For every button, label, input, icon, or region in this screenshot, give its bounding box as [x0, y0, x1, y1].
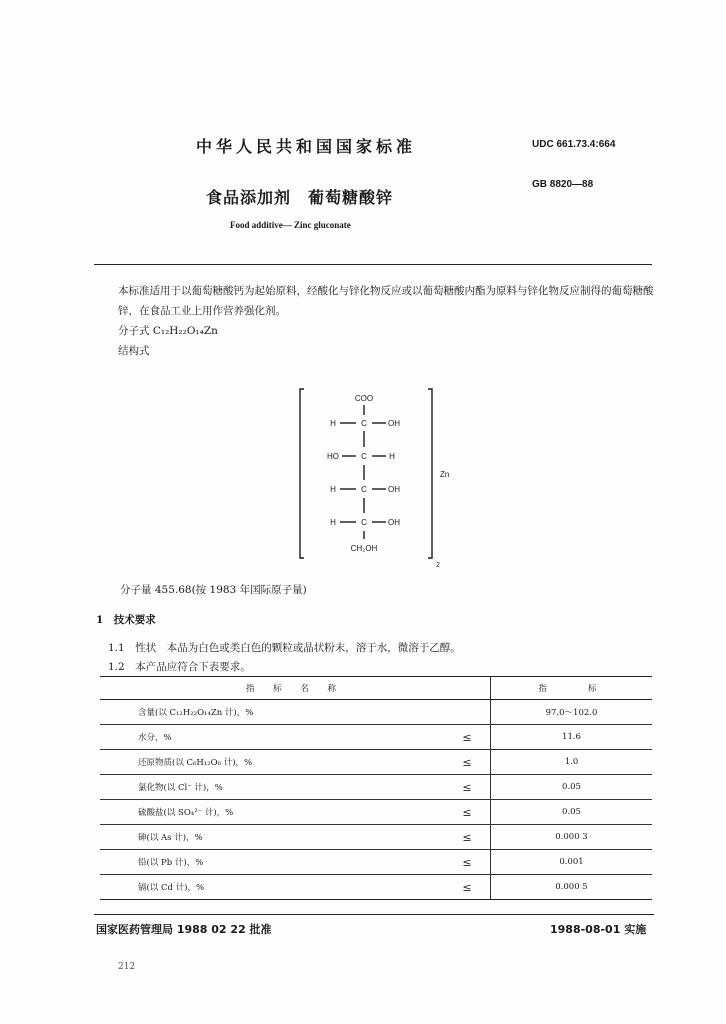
header-value-cell: 指 标	[491, 677, 653, 700]
table-row	[100, 875, 652, 900]
molecular-weight: 分子量 455.68(按 1983 年国际原子量)	[120, 584, 307, 596]
row3-carbon: C	[361, 485, 367, 494]
document-title: 食品添加剂 葡萄糖酸锌	[206, 188, 394, 207]
table-row	[100, 700, 652, 725]
row4-carbon: C	[361, 518, 367, 527]
gb-number: GB 8820—88	[532, 179, 594, 190]
spec-limit-symbol	[444, 700, 491, 725]
row3-left: H	[330, 485, 336, 494]
row2-right: H	[389, 452, 395, 461]
structure-label: 结构式	[118, 345, 150, 357]
spec-name-cell: 硫酸盐(以 SO₄²⁻ 计)，%	[138, 808, 234, 818]
header-rule	[94, 264, 652, 265]
spec-limit-symbol: ≤	[444, 850, 491, 875]
bracket-subscript: 2	[436, 562, 440, 569]
formula-line: 分子式 C₁₂H₂₂O₁₄Zn	[118, 325, 218, 337]
spec-value-cell: 97.0～102.0	[545, 708, 598, 718]
approval-line: 国家医药管理局 1988 02 22 批准	[96, 923, 272, 936]
spec-value-cell: 0.001	[559, 857, 584, 867]
udc-code: UDC 661.73.4:664	[532, 139, 616, 150]
spec-name-cell: 铅(以 Pb 计)，%	[138, 858, 204, 868]
spec-name-cell: 含量(以 C₁₂H₂₂O₁₄Zn 计)，%	[138, 708, 254, 718]
footer-rule	[94, 914, 654, 915]
row4-left: H	[330, 518, 336, 527]
row2-carbon: C	[361, 452, 367, 461]
subsection-1-2: 1.2 本产品应符合下表要求。	[108, 661, 251, 673]
structural-formula	[290, 383, 470, 573]
header-name-cell: 指 标 名 称	[100, 677, 491, 700]
spec-name-cell: 氯化物(以 Cl⁻ 计)，%	[138, 783, 223, 793]
spec-value-cell: 0.05	[562, 807, 581, 817]
carboxylate-label: COO	[354, 394, 374, 403]
spec-name-cell: 水分，%	[138, 733, 172, 743]
spec-limit-symbol: ≤	[444, 725, 491, 750]
subsection-1-1: 1.1 性状 本品为白色或类白色的颗粒或晶状粉末，溶于水，微溶于乙醇。	[108, 642, 461, 654]
row1-right: OH	[388, 419, 400, 428]
table-row	[100, 800, 652, 825]
spec-limit-symbol: ≤	[444, 775, 491, 800]
spec-value-cell: 1.0	[564, 757, 579, 767]
table-header-row	[100, 677, 652, 700]
section-heading: 1 技术要求	[96, 614, 156, 626]
table-row	[100, 825, 652, 850]
row2-left: HO	[327, 452, 339, 461]
row3-right: OH	[388, 485, 400, 494]
table-row	[100, 750, 652, 775]
implementation-line: 1988-08-01 实施	[550, 923, 647, 936]
spec-name-cell: 还原物质(以 C₆H₁₂O₆ 计)，%	[138, 758, 253, 768]
spec-name-cell: 砷(以 As 计)，%	[138, 833, 203, 843]
table-row	[100, 850, 652, 875]
page-number: 212	[118, 962, 136, 972]
row1-carbon: C	[361, 419, 367, 428]
spec-limit-symbol: ≤	[444, 750, 491, 775]
english-title: Food additive— Zinc gluconate	[230, 220, 351, 230]
scope-text: 本标准适用于以葡萄糖酸钙为起始原料，经酸化与锌化物反应或以葡萄糖酸内酯为原料与锌化物反应制得的葡萄糖酸锌，在食品工业上用作营养强化剂。	[118, 285, 654, 317]
spec-name-cell: 镉(以 Cd 计)，%	[138, 883, 205, 893]
spec-limit-symbol: ≤	[444, 825, 491, 850]
specification-table	[100, 676, 652, 900]
spec-value-cell: 0.05	[562, 782, 581, 792]
table-row	[100, 775, 652, 800]
row4-right: OH	[388, 518, 400, 527]
row1-left: H	[330, 419, 336, 428]
table-body	[100, 700, 652, 900]
table-row	[100, 725, 652, 750]
scope-paragraph	[94, 281, 654, 321]
spec-value-cell: 11.6	[562, 732, 581, 742]
standard-title: 中华人民共和国国家标准	[196, 137, 417, 156]
spec-value-cell: 0.000 3	[555, 832, 588, 842]
zinc-label: Zn	[440, 470, 450, 479]
spec-limit-symbol: ≤	[444, 800, 491, 825]
spec-value-cell: 0.000 5	[555, 882, 588, 892]
hydroxymethyl-label: CH₂OH	[350, 544, 378, 553]
spec-limit-symbol: ≤	[444, 875, 491, 900]
